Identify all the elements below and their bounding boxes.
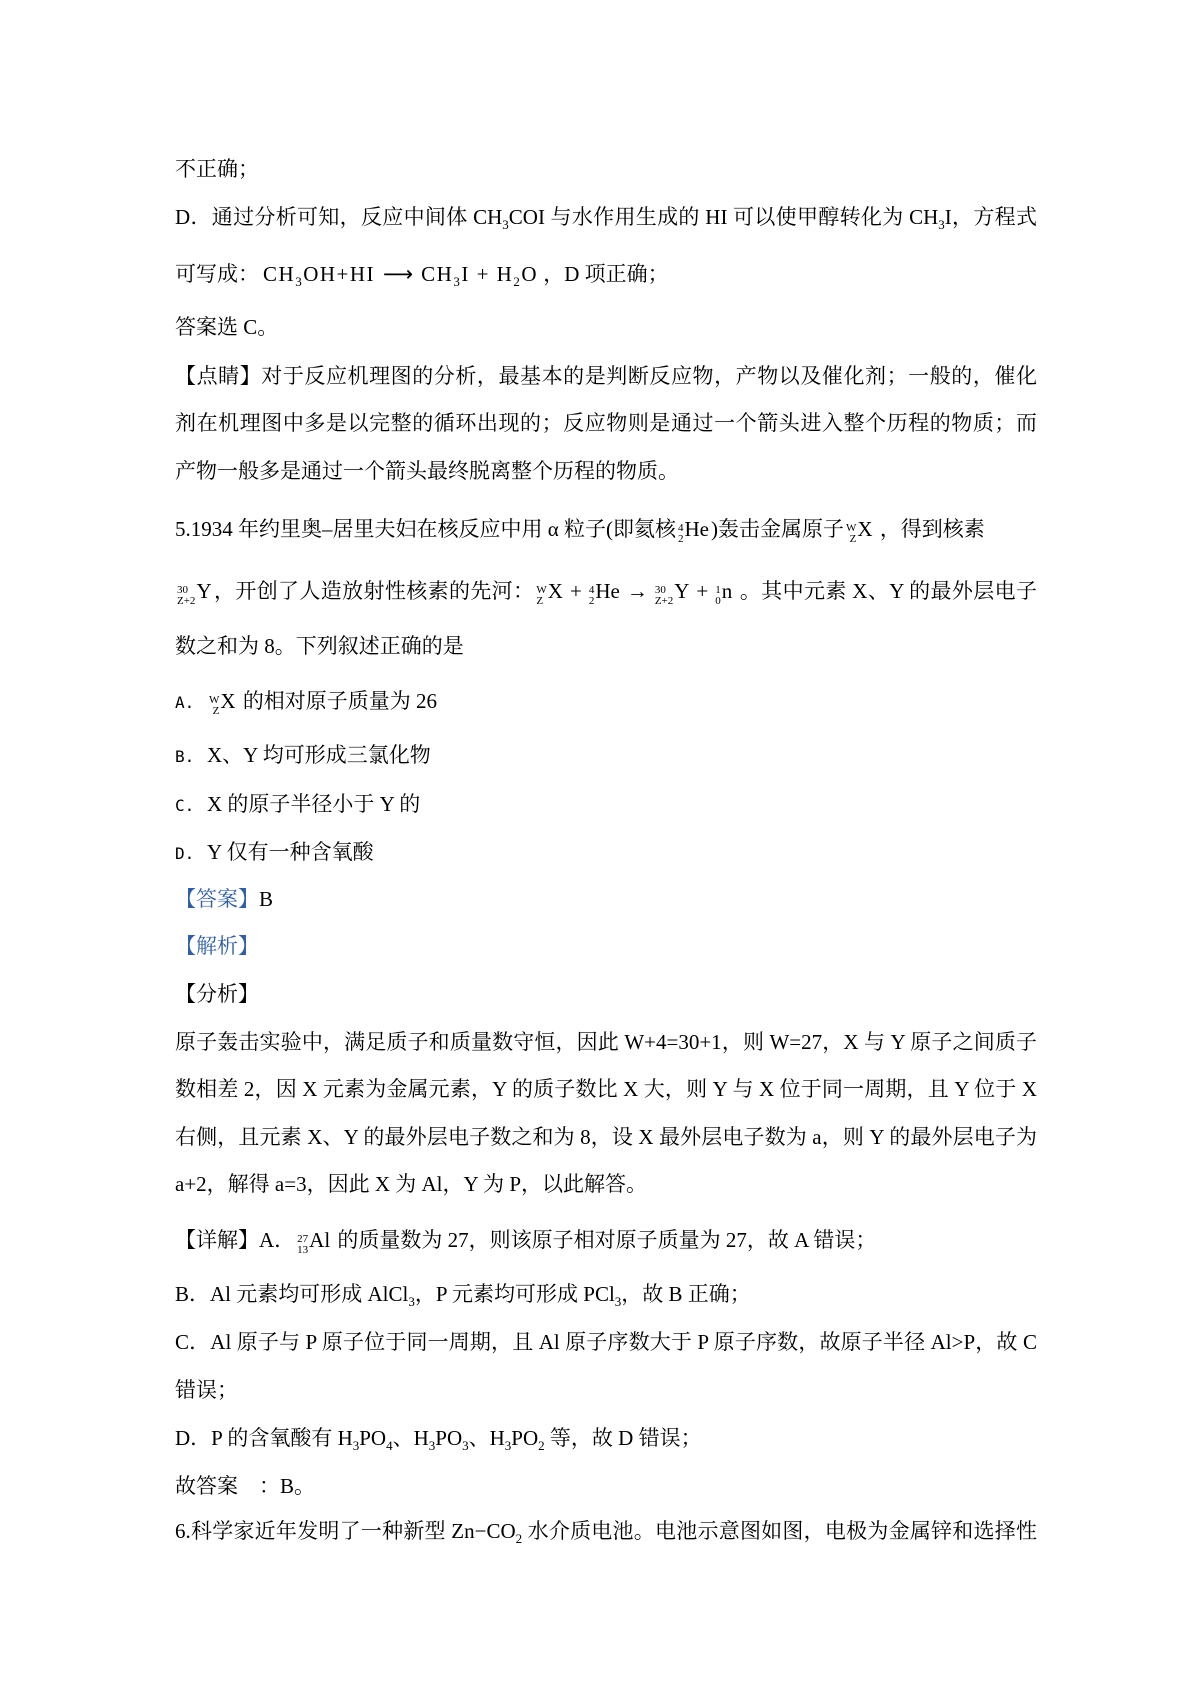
atomic-number: Z+2	[654, 595, 674, 607]
mass-number: W	[536, 584, 547, 596]
text-run: 【详解】A．	[175, 1228, 296, 1252]
subscript: 4	[386, 1438, 393, 1453]
text-run: ，得到核素	[874, 517, 985, 541]
element-symbol: He	[595, 579, 620, 603]
formula-text: O	[521, 262, 539, 286]
text-run: PO	[359, 1426, 387, 1450]
text-run: D．通过分析可知，反应中间体 CH	[175, 205, 503, 229]
mass-number: 4	[588, 584, 595, 596]
analysis-line	[175, 1074, 1037, 1104]
formula-text: OH+HI	[303, 262, 376, 286]
q5-stem-line	[175, 631, 1037, 661]
element-symbol: X	[220, 689, 236, 713]
subscript: 3	[504, 1438, 512, 1453]
tip-paragraph-line	[175, 361, 1037, 391]
text-run: 产物一般多是通过一个箭头最终脱离整个历程的物质。	[175, 459, 679, 483]
analysis-line	[175, 1169, 1037, 1199]
mass-number: 30	[177, 584, 188, 596]
detail-option-a	[175, 1225, 1037, 1255]
subscript: 3	[614, 1294, 622, 1309]
option-text: 的相对原子质量为 26	[237, 689, 438, 713]
nuclide-x	[846, 514, 873, 545]
subscript: 3	[462, 1438, 469, 1453]
reaction-equation-line	[175, 259, 1037, 289]
mass-number: 30	[654, 584, 666, 596]
subscript: 2	[538, 1438, 545, 1453]
analysis-line	[175, 1122, 1037, 1152]
tip-paragraph-line	[175, 408, 1037, 438]
nuclide-indices	[297, 1234, 308, 1256]
nuclide-helium	[678, 514, 709, 545]
nuclide-y	[655, 576, 690, 607]
subscript: 3	[502, 217, 509, 232]
subscript: 3	[428, 1438, 436, 1453]
option-letter: D.	[175, 844, 195, 863]
atomic-number: Z	[849, 533, 857, 545]
atomic-number: 2	[588, 595, 595, 607]
text-run: 6.科学家近年发明了一种新型 Zn−CO	[175, 1519, 516, 1543]
analysis-label: 【分析】	[175, 982, 259, 1006]
text-run: 可写成：	[175, 262, 259, 286]
subscript: 3	[408, 1294, 415, 1309]
detail-option-b	[175, 1279, 1037, 1309]
q6-stem-line	[175, 1516, 1037, 1546]
text-run: ，开创了人造放射性核素的先河：	[213, 579, 535, 603]
text-run: 5.1934 年约里奥–居里夫妇在核反应中用 α 粒子(即氦核	[175, 517, 676, 541]
text-run: 答案选 C。	[175, 315, 279, 339]
tip-paragraph-line	[175, 456, 1037, 486]
explanation-heading	[175, 931, 1037, 961]
analysis-heading	[175, 979, 1037, 1009]
q5-stem-line	[175, 576, 1037, 606]
text-run: 。其中元素 X、Y 的最外层电子	[734, 579, 1037, 603]
atomic-number: 0	[715, 595, 721, 607]
reaction-arrow: ⟶	[383, 262, 414, 286]
element-symbol: Al	[309, 1228, 331, 1252]
element-symbol: n	[721, 579, 733, 603]
option-letter: A.	[175, 693, 195, 712]
option-letter: B.	[175, 747, 195, 766]
plus-sign: +	[696, 579, 709, 603]
mass-number: 4	[678, 522, 684, 534]
option-b	[175, 740, 1037, 770]
text-run: )轰击金属原子	[711, 517, 844, 541]
text-run: 右侧，且元素 X、Y 的最外层电子数之和为 8，设 X 最外层电子数为 a，则 Y 的最外层电子为	[175, 1125, 1037, 1149]
subscript: 2	[515, 1531, 523, 1546]
text-run: 错误；	[175, 1378, 238, 1402]
text-run: PO	[435, 1426, 463, 1450]
nuclide-neutron	[715, 576, 732, 607]
detail-option-d	[175, 1423, 1037, 1453]
mass-number: 27	[297, 1233, 309, 1245]
nuclide-x	[536, 576, 563, 607]
element-symbol: X	[857, 517, 873, 541]
text-run: COI 与水作用生成的 HI 可以使甲醇转化为 CH	[508, 205, 939, 229]
nuclide-indices	[536, 585, 546, 607]
formula-text: CH	[263, 262, 296, 286]
element-symbol: X	[547, 579, 563, 603]
subscript: 3	[295, 274, 304, 289]
subscript: 3	[453, 274, 462, 289]
text-run: ，P 元素均可形成 PCl	[414, 1282, 615, 1306]
option-d	[175, 837, 1037, 867]
text-run: B．Al 元素均可形成 AlCl	[175, 1282, 409, 1306]
q5-stem-line	[175, 514, 1037, 544]
mass-number: W	[846, 522, 857, 534]
atomic-number: 2	[678, 533, 684, 545]
nuclide-indices	[715, 585, 721, 607]
text-run: 、H	[392, 1426, 429, 1450]
text-run: C．Al 原子与 P 原子位于同一周期，且 Al 原子序数大于 P 原子序数，故原子半径 Al>P，故 C	[175, 1330, 1037, 1354]
nuclide-helium	[589, 576, 620, 607]
element-symbol: Y	[674, 579, 690, 603]
text-run: PO	[511, 1426, 539, 1450]
nuclide-indices	[209, 695, 219, 717]
detail-option-c-end	[175, 1375, 1037, 1405]
text-run: a+2，解得 a=3，因此 X 为 Al，Y 为 P，以此解答。	[175, 1172, 648, 1196]
option-d-explanation	[175, 202, 1037, 232]
text-run: 水介质电池。电池示意图如图，电极为金属锌和选择性	[522, 1519, 1037, 1543]
nuclide-indices	[846, 523, 856, 545]
reaction-arrow: →	[626, 579, 648, 603]
subscript: 3	[352, 1438, 360, 1453]
text-run: 原子轰击实验中，满足质子和质量数守恒，因此 W+4=30+1，则 W=27，X 与 Y 原子之间质子	[175, 1030, 1037, 1054]
detail-option-c	[175, 1327, 1037, 1357]
text-run: 数之和为 8。下列叙述正确的是	[175, 634, 464, 658]
analysis-line	[175, 1027, 1037, 1057]
formula-text: I + H	[461, 262, 514, 286]
nuclide-x	[209, 686, 236, 717]
final-answer	[175, 1471, 1037, 1501]
text-run: ，故 B 正确；	[621, 1282, 751, 1306]
text-run: 故答案 ：B。	[175, 1474, 316, 1498]
nuclide-indices	[589, 585, 595, 607]
nuclide-indices	[655, 585, 673, 607]
atomic-number: Z+2	[177, 595, 196, 607]
text-run: D．P 的含氧酸有 H	[175, 1426, 353, 1450]
text-run: ，D 项正确；	[538, 262, 669, 286]
atomic-number: 13	[297, 1244, 309, 1256]
text-run: 剂在机理图中多是以完整的循环出现的；反应物则是通过一个箭头进入整个历程的物质；而	[175, 411, 1037, 435]
mass-number: 1	[715, 584, 721, 596]
option-c	[175, 789, 1037, 819]
text-run: 【点睛】对于反应机理图的分析，最基本的是判断反应物，产物以及催化剂；一般的，催化	[175, 364, 1037, 388]
mass-number: W	[209, 694, 220, 706]
nuclide-indices	[177, 585, 195, 607]
element-symbol: Y	[196, 579, 212, 603]
atomic-number: Z	[212, 705, 220, 717]
answer-label: 【答案】	[175, 887, 259, 911]
formula-text: CH	[421, 262, 454, 286]
answer-value: B	[259, 887, 274, 911]
chemical-equation	[263, 262, 539, 289]
option-letter: C.	[175, 796, 195, 815]
option-c-explanation-end	[175, 154, 1037, 184]
explanation-label: 【解析】	[175, 934, 259, 958]
subscript: 3	[938, 217, 945, 232]
q4-answer	[175, 312, 1037, 342]
option-text: Y 仅有一种含氧酸	[207, 840, 374, 864]
nuclide-y	[177, 576, 212, 607]
option-a	[175, 686, 1037, 716]
text-run: 、H	[468, 1426, 505, 1450]
nuclide-aluminium	[297, 1225, 330, 1256]
element-symbol: He	[684, 517, 709, 541]
answer-line	[175, 884, 1037, 914]
text-run: 的质量数为 27，则该原子相对原子质量为 27，故 A 错误；	[332, 1228, 877, 1252]
text-run: 不正确；	[175, 157, 259, 181]
text-run: I，方程式	[944, 205, 1037, 229]
text-run: 数相差 2，因 X 元素为金属元素，Y 的质子数比 X 大，则 Y 与 X 位于同一周期，且 Y 位于 X	[175, 1077, 1037, 1101]
plus-sign: +	[569, 579, 582, 603]
text-run: 等，故 D 错误；	[544, 1426, 702, 1450]
nuclide-indices	[678, 523, 684, 545]
subscript: 2	[513, 274, 522, 289]
option-text: X 的原子半径小于 Y 的	[207, 792, 421, 816]
atomic-number: Z	[536, 595, 544, 607]
option-text: X、Y 均可形成三氯化物	[207, 743, 431, 767]
